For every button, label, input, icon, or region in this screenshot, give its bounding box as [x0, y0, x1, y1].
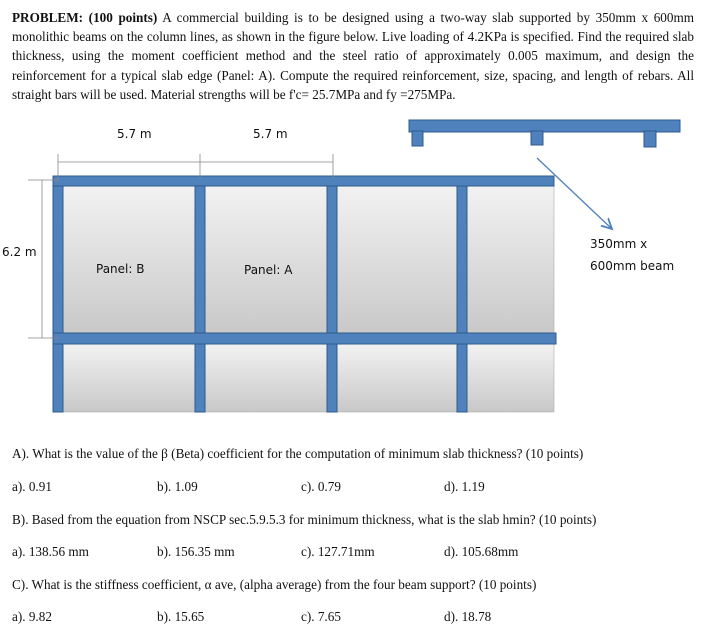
slab-panel [466, 186, 554, 336]
question-a-option-a[interactable]: a). 0.91 [12, 479, 52, 494]
span-label-1: 5.7 m [117, 127, 152, 141]
question-a-option-b[interactable]: b). 1.09 [157, 479, 198, 494]
question-b-option-d[interactable]: d). 105.68mm [444, 544, 519, 559]
question-a-option-d[interactable]: d). 1.19 [444, 479, 485, 494]
slab-panel [336, 344, 458, 412]
slab-panel [204, 186, 328, 336]
slab-panel [204, 344, 328, 412]
beam-horizontal [53, 333, 556, 344]
question-a-option-c[interactable]: c). 0.79 [301, 479, 341, 494]
beam-vertical [195, 176, 205, 412]
question-b-option-b[interactable]: b). 156.35 mm [157, 544, 235, 559]
beam-horizontal [53, 176, 554, 186]
beam-section-detail [409, 120, 680, 147]
problem-heading: PROBLEM: (100 points) [12, 10, 158, 25]
beam-size-label: 350mm x [590, 237, 648, 251]
beam-vertical [53, 176, 63, 412]
question-b-option-a[interactable]: a). 138.56 mm [12, 544, 89, 559]
question-b: B). Based from the equation from NSCP sec.5.9.5.3 for minimum thickness, what is the slab hmin? (10 points) [12, 512, 597, 527]
beam-type-label: 600mm beam [590, 259, 675, 273]
slab-panel [466, 344, 554, 412]
question-c-option-b[interactable]: b). 15.65 [157, 609, 205, 624]
slab-panel [58, 186, 196, 336]
question-a: A). What is the value of the β (Beta) coefficient for the computation of minimum slab thickness? (10 points) [12, 446, 584, 461]
panel-b-label: Panel: B [96, 262, 145, 276]
question-c: C). What is the stiffness coefficient, α ave, (alpha average) from the four beam support? (10 points) [12, 577, 537, 592]
problem-text: A commercial building is to be designed using a two-way slab supported by 350mm x 600mm monolithic beams on the column lines, as shown in the figure below. Live loading of 4.2KPa is specified. Find the required slab thickness, using the moment coefficient method and the steel ratio of approximately 0.005 maximum, and design the reinforcement for a typical slab edge (Panel: A). Compute the required reinforcement, size, spacing, and length of rebars. All straight bars will be used. Material strengths will be f'c= 25.7MPa and fy =275MPa. [12, 10, 694, 102]
slab-panel [336, 186, 458, 336]
span-label-2: 5.7 m [253, 127, 288, 141]
height-label: 6.2 m [2, 245, 37, 259]
panel-a-label: Panel: A [244, 263, 293, 277]
question-c-option-a[interactable]: a). 9.82 [12, 609, 52, 624]
question-b-option-c[interactable]: c). 127.71mm [301, 544, 375, 559]
question-c-option-d[interactable]: d). 18.78 [444, 609, 492, 624]
slab-panel [58, 344, 196, 412]
beam-vertical [327, 176, 337, 412]
beam-vertical [457, 176, 467, 412]
question-c-option-c[interactable]: c). 7.65 [301, 609, 341, 624]
